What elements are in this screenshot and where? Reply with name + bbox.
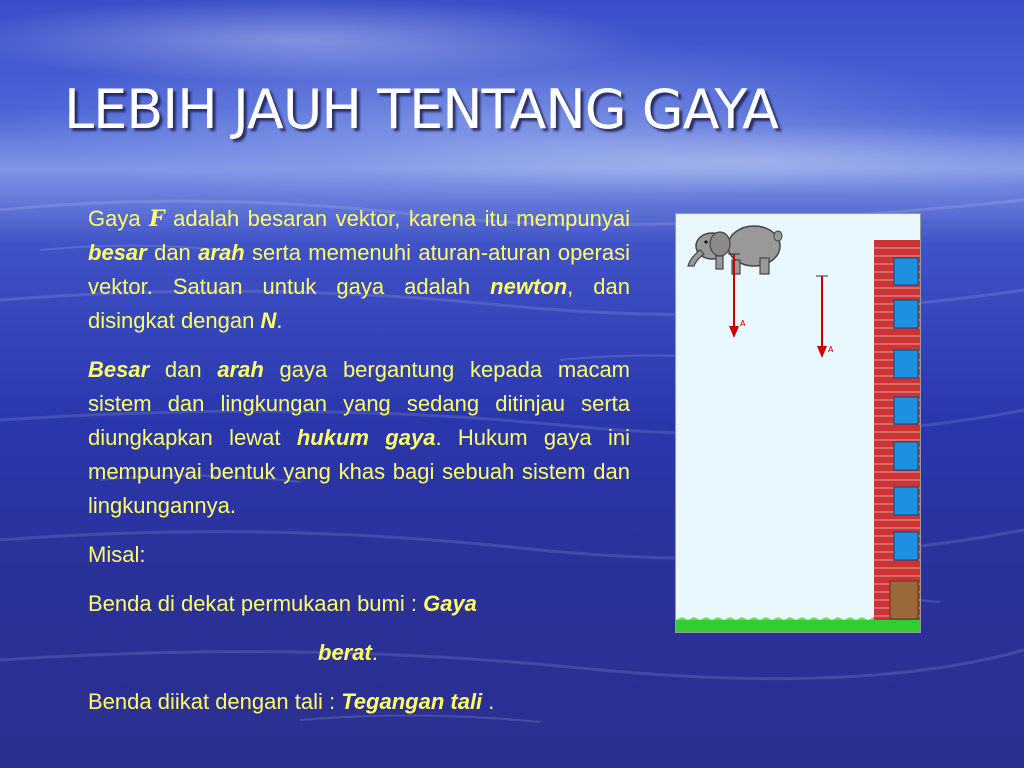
text-run: serta memenuhi aturan-aturan operasi vektor. Satuan untuk gaya adalah [88, 240, 630, 299]
example-weight-cont [88, 636, 630, 670]
paragraph-definition [88, 202, 630, 338]
text-run: Benda di dekat permukaan bumi : [88, 591, 424, 616]
text-run: , dan disingkat dengan [88, 274, 630, 333]
text-run: . [276, 308, 283, 333]
text-run: . [482, 689, 495, 714]
ground [676, 620, 920, 632]
arrow-label-1: A [740, 319, 746, 328]
emphasis-N: N [260, 308, 277, 333]
illustration-svg [676, 214, 920, 632]
force-symbol: F [149, 206, 165, 232]
emphasis-newton: newton [490, 274, 568, 299]
text-run: dan [149, 357, 218, 382]
emphasis-hukum-gaya: hukum gaya [296, 425, 436, 450]
arrow-label-2: A [828, 345, 834, 354]
force-arrow-2 [816, 276, 828, 358]
emphasis-tegangan-tali: Tegangan tali [341, 689, 483, 714]
emphasis-arah: arah [198, 240, 245, 265]
text-run: Benda diikat dengan tali : [88, 689, 342, 714]
example-weight [88, 587, 630, 621]
emphasis-arah: arah [217, 357, 264, 382]
text-run: gaya bergantung kepada macam sistem dan lingkungan yang sedang ditinjau serta diungkapkan lewat [88, 357, 631, 450]
text-run: . Hukum gaya ini mempunyai bentuk yang khas bagi sebuah sistem dan lingkungannya. [88, 425, 630, 518]
slide-body [88, 202, 630, 734]
building-door [890, 581, 918, 619]
text-run: . [371, 640, 378, 665]
falling-elephant-illustration [675, 213, 921, 633]
example-tension [88, 685, 630, 719]
paragraph-law [88, 353, 630, 523]
misal-label: Misal: [88, 542, 146, 567]
emphasis-besar: besar [88, 240, 147, 265]
slide-title: LEBIH JAUH TENTANG GAYA [64, 78, 779, 141]
emphasis-berat: berat [318, 640, 372, 665]
text-run: adalah besaran vektor, karena itu mempunyai [164, 206, 630, 231]
text-run: dan [146, 240, 199, 265]
brick-building [874, 240, 920, 620]
text-run: Gaya [88, 206, 150, 231]
emphasis-besar: Besar [88, 357, 150, 382]
emphasis-gaya: Gaya [423, 591, 477, 616]
